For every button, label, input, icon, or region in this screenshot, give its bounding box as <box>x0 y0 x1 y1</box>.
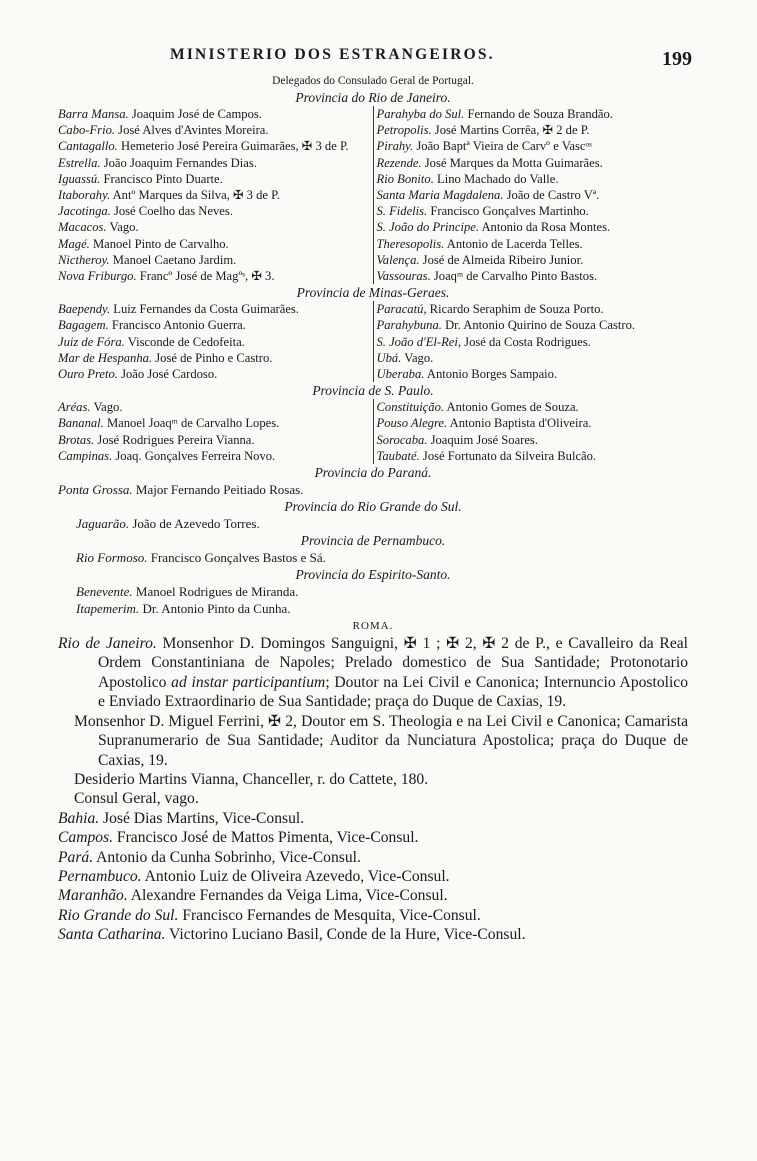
list-item <box>377 138 689 154</box>
province-title-espirito: Provincia do Espirito-Santo. <box>295 567 451 583</box>
person-name: Hemeterio José Pereira Guimarães, ✠ 3 de P. <box>117 139 349 154</box>
espirito-list <box>58 583 688 617</box>
person-name: Vago. <box>106 220 139 235</box>
list-item <box>58 906 688 925</box>
place-name: S. João do Principe. <box>376 220 479 235</box>
parana-list <box>58 481 688 498</box>
sp-left-column <box>58 399 374 464</box>
list-item <box>58 583 688 600</box>
list-item <box>58 415 370 431</box>
place-name: Pará. <box>58 848 94 866</box>
list-item <box>377 122 689 138</box>
roma-section <box>58 634 688 945</box>
running-head <box>58 40 692 74</box>
person-name: Antonio da Rosa Montes. <box>478 220 611 235</box>
place-name: Juiz de Fóra. <box>58 334 125 349</box>
person-name: Luiz Fernandes da Costa Guimarães. <box>110 302 299 317</box>
person-name: Antonio Gomes de Souza. <box>444 400 579 415</box>
rio-right-column <box>374 106 689 284</box>
province-sp-columns <box>58 399 688 464</box>
list-item <box>58 171 370 187</box>
list-item <box>377 399 689 415</box>
province-title-pernambuco: Provincia de Pernambuco. <box>300 533 446 549</box>
list-item <box>58 219 370 235</box>
roma-entry-consul: Consul Geral, vago. <box>74 790 199 808</box>
person-name: José Coelho das Neves. <box>110 204 233 219</box>
place-name: Nictheroy. <box>58 252 110 267</box>
list-item <box>377 415 689 431</box>
rgs-list <box>58 515 688 532</box>
person-name: Francisco José de Mattos Pimenta, Vice-Consul. <box>113 829 419 847</box>
list-item <box>377 350 689 366</box>
list-item <box>58 828 688 847</box>
person-name: José Marques da Motta Guimarães. <box>421 155 603 170</box>
list-item <box>58 515 688 532</box>
roma-title: ROMA. <box>352 620 394 633</box>
list-item <box>58 106 370 122</box>
list-item <box>377 432 689 448</box>
rio-left-column <box>58 106 374 284</box>
person-name: Fernando de Souza Brandão. <box>464 107 613 121</box>
list-item <box>58 334 370 350</box>
person-name: Francisco Gonçalves Martinho. <box>427 204 589 219</box>
person-name: Visconde de Cedofeita. <box>124 334 245 349</box>
place-name: Aréas. <box>58 400 91 415</box>
place-name: Magé. <box>58 236 90 251</box>
place-name: Brotas. <box>58 432 95 447</box>
list-item <box>58 236 370 252</box>
list-item <box>58 187 370 203</box>
place-name: Uberaba. <box>376 367 425 382</box>
place-name: Rio Bonito. <box>376 171 434 186</box>
place-name: Estrella. <box>58 155 101 170</box>
person-name: Joaquim José Soares. <box>427 432 538 447</box>
place-name: Jacotinga. <box>58 204 111 219</box>
place-name: Benevente. <box>76 584 133 600</box>
place-name: Cabo-Frio. <box>58 123 116 138</box>
place-name: Nova Friburgo. <box>58 269 137 284</box>
place-name: Sorocaba. <box>376 432 428 447</box>
place-name: Ubá. <box>376 350 402 365</box>
list-item <box>58 600 688 617</box>
list-item <box>58 122 370 138</box>
place-name: Cantagallo. <box>58 139 118 154</box>
sp-right-column <box>374 399 689 464</box>
place-name: S. Fidelis. <box>376 204 428 219</box>
person-name: José Dias Martins, Vice-Consul. <box>99 809 305 827</box>
list-item <box>377 236 689 252</box>
list-item <box>58 317 370 333</box>
list-item <box>377 317 689 333</box>
place-name: Macacos. <box>58 220 107 235</box>
place-name: Ponta Grossa. <box>58 482 133 498</box>
place-name: Rio de Janeiro. <box>58 635 157 653</box>
place-name: Valença. <box>376 252 420 267</box>
person-name: Joaqᵐ de Carvalho Pinto Bastos. <box>430 269 598 284</box>
province-title-parana: Provincia do Paraná. <box>314 465 432 481</box>
place-name: Barra Mansa. <box>58 107 129 121</box>
list-item <box>58 203 370 219</box>
list-item <box>58 481 688 498</box>
person-name: João de Castro Vª. <box>503 188 600 203</box>
minas-right-column <box>374 301 689 382</box>
list-item <box>58 350 370 366</box>
place-name: Bananal. <box>58 416 104 431</box>
person-name: Joaquim José de Campos. <box>128 107 262 121</box>
list-item <box>58 448 370 464</box>
person-name: Dr. Antonio Pinto da Cunha. <box>139 601 291 617</box>
place-name: Constituição. <box>376 400 445 415</box>
place-name: Parahyba do Sul. <box>376 107 465 121</box>
person-name: Vago. <box>90 400 123 415</box>
person-name: Manoel Pinto de Carvalho. <box>89 236 229 251</box>
place-name: Paracatú, <box>376 302 427 317</box>
list-item <box>377 219 689 235</box>
list-item <box>58 925 688 944</box>
person-name: Joaq. Gonçalves Ferreira Novo. <box>112 448 276 463</box>
person-name: José de Pinho e Castro. <box>152 350 273 365</box>
person-name: Alexandre Fernandes da Veiga Lima, Vice-Consul. <box>127 887 448 905</box>
person-name: Francisco Antonio Guerra. <box>108 318 246 333</box>
place-name: Baependy. <box>58 302 111 317</box>
list-item <box>377 366 689 382</box>
place-name: Iguassú. <box>58 171 101 186</box>
province-minas-columns <box>58 301 688 382</box>
place-name: Campinas. <box>58 448 113 463</box>
place-name: Rezende. <box>376 155 422 170</box>
person-name: Francisco Fernandes de Mesquita, Vice-Consul. <box>178 906 481 924</box>
entry-text: Monsenhor D. Domingos Sanguigni, ✠ 1 ; ✠ 2, ✠ 2 de P., e Cavalleiro da Real Ordem Constantiniana de Napoles; Prelado domestico de Sua Santidade; Protonotario Apostolico <box>98 635 689 691</box>
place-name: Pernambuco. <box>58 867 142 885</box>
place-name: Vassouras. <box>376 269 431 284</box>
list-item <box>377 203 689 219</box>
minas-left-column <box>58 301 374 382</box>
document-page <box>58 40 692 945</box>
place-name: Pouso Alegre. <box>376 416 448 431</box>
person-name: João de Azevedo Torres. <box>129 516 260 532</box>
province-title-minas: Provincia de Minas-Geraes. <box>296 285 450 301</box>
place-name: Mar de Hespanha. <box>58 350 153 365</box>
person-name: Manoel Caetano Jardim. <box>109 252 237 267</box>
person-name: Antonio Borges Sampaio. <box>424 367 558 382</box>
list-item <box>377 187 689 203</box>
place-name: Theresopolis. <box>376 236 445 251</box>
roma-entry-nuncio <box>58 634 688 712</box>
person-name: Manoel Joaqᵐ de Carvalho Lopes. <box>103 416 280 431</box>
place-name: Campos. <box>58 829 114 847</box>
person-name: João Baptª Vieira de Carvº e Vascᵒˢ <box>413 139 592 154</box>
person-name: Dr. Antonio Quirino de Souza Castro. <box>441 318 636 333</box>
person-name: Francº José de Magºˢ, ✠ 3. <box>136 269 275 284</box>
list-item <box>58 886 688 905</box>
list-item <box>58 252 370 268</box>
entry-italic-text: ad instar participantium <box>171 673 326 691</box>
person-name: Antonio da Cunha Sobrinho, Vice-Consul. <box>93 848 361 866</box>
person-name: Francisco Gonçalves Bastos e Sá. <box>147 550 326 566</box>
person-name: Lino Machado do Valle. <box>433 171 559 186</box>
list-item <box>377 155 689 171</box>
place-name: Pirahy. <box>376 139 414 154</box>
list-item <box>58 301 370 317</box>
place-name: Santa Catharina. <box>58 926 166 944</box>
place-name: Taubaté. <box>376 448 420 463</box>
place-name: Rio Grande do Sul. <box>58 906 179 924</box>
person-name: João Joaquim Fernandes Dias. <box>100 155 257 170</box>
list-item <box>58 432 370 448</box>
list-item <box>377 106 689 122</box>
list-item <box>58 867 688 886</box>
list-item <box>377 448 689 464</box>
person-name: Francisco Pinto Duarte. <box>100 171 223 186</box>
vice-consul-list <box>58 809 688 945</box>
person-name: Antonio de Lacerda Telles. <box>444 236 583 251</box>
province-title-rio: Provincia do Rio de Janeiro. <box>295 90 451 105</box>
place-name: Jaguarão. <box>76 516 130 532</box>
person-name: Ricardo Seraphim de Souza Porto. <box>426 302 604 317</box>
place-name: Itaborahy. <box>58 188 111 203</box>
list-item <box>58 155 370 171</box>
list-item <box>58 549 688 566</box>
person-name: José Rodrigues Pereira Vianna. <box>94 432 255 447</box>
list-item <box>58 268 370 284</box>
person-name: Antº Marques da Silva, ✠ 3 de P. <box>110 188 280 203</box>
list-item <box>377 171 689 187</box>
place-name: Itapemerim. <box>76 601 140 617</box>
page-number: 199 <box>662 48 692 70</box>
place-name: Bagagem. <box>58 318 109 333</box>
place-name: Petropolis. <box>376 123 432 138</box>
place-name: S. João d'El-Rei, <box>376 334 462 349</box>
person-name: Antonio Luiz de Oliveira Azevedo, Vice-Consul. <box>141 867 450 885</box>
place-name: Ouro Preto. <box>58 367 118 382</box>
place-name: Maranhão. <box>58 887 128 905</box>
page-title: MINISTERIO DOS ESTRANGEIROS. <box>170 46 495 63</box>
person-name: José Martins Corrêa, ✠ 2 de P. <box>431 123 590 138</box>
pernambuco-list <box>58 549 688 566</box>
roma-entry-chanceller: Desiderio Martins Vianna, Chanceller, r. do Cattete, 180. <box>74 770 429 788</box>
roma-entry-ferrini: Monsenhor D. Miguel Ferrini, ✠ 2, Doutor em S. Theologia e na Lei Civil e Canonica; Camarista Supranumerario de Sua Santidade; Auditor da Nunciatura Apostolica; praça do Duque de Caxias, 19. <box>74 712 688 769</box>
list-item <box>377 301 689 317</box>
person-name: João José Cardoso. <box>117 367 218 382</box>
place-name: Bahia. <box>58 809 100 827</box>
place-name: Parahybuna. <box>376 318 442 333</box>
list-item <box>377 334 689 350</box>
person-name: José da Costa Rodrigues. <box>461 334 591 349</box>
person-name: José Fortunato da Silveira Bulcão. <box>419 448 597 463</box>
person-name: Manoel Rodrigues de Miranda. <box>132 584 299 600</box>
entry-text-rest: ; Doutor na Lei Civil e Canonica; Internuncio Apostolico e Enviado Extraordinario de Sua Santidade; praça do Duque de Caxias, 19. <box>98 673 688 711</box>
province-title-sp: Provincia de S. Paulo. <box>312 383 434 399</box>
province-rio-columns <box>58 106 688 284</box>
list-item <box>58 366 370 382</box>
list-item <box>58 848 688 867</box>
person-name: José Alves d'Avintes Moreira. <box>115 123 269 138</box>
place-name: Rio Formoso. <box>76 550 148 566</box>
list-item <box>377 268 689 284</box>
list-item <box>58 138 370 154</box>
list-item <box>58 809 688 828</box>
person-name: Antonio Baptista d'Oliveira. <box>447 416 592 431</box>
person-name: Victorino Luciano Basil, Conde de la Hure, Vice-Consul. <box>165 926 526 944</box>
place-name: Santa Maria Magdalena. <box>376 188 504 203</box>
person-name: Vago. <box>401 350 434 365</box>
person-name: Major Fernando Peitiado Rosas. <box>132 482 304 498</box>
province-title-rgs: Provincia do Rio Grande do Sul. <box>284 499 462 515</box>
list-item <box>377 252 689 268</box>
section-subtitle: Delegados do Consulado Geral de Portugal. <box>272 75 474 87</box>
list-item <box>58 399 370 415</box>
person-name: José de Almeida Ribeiro Junior. <box>419 252 584 267</box>
